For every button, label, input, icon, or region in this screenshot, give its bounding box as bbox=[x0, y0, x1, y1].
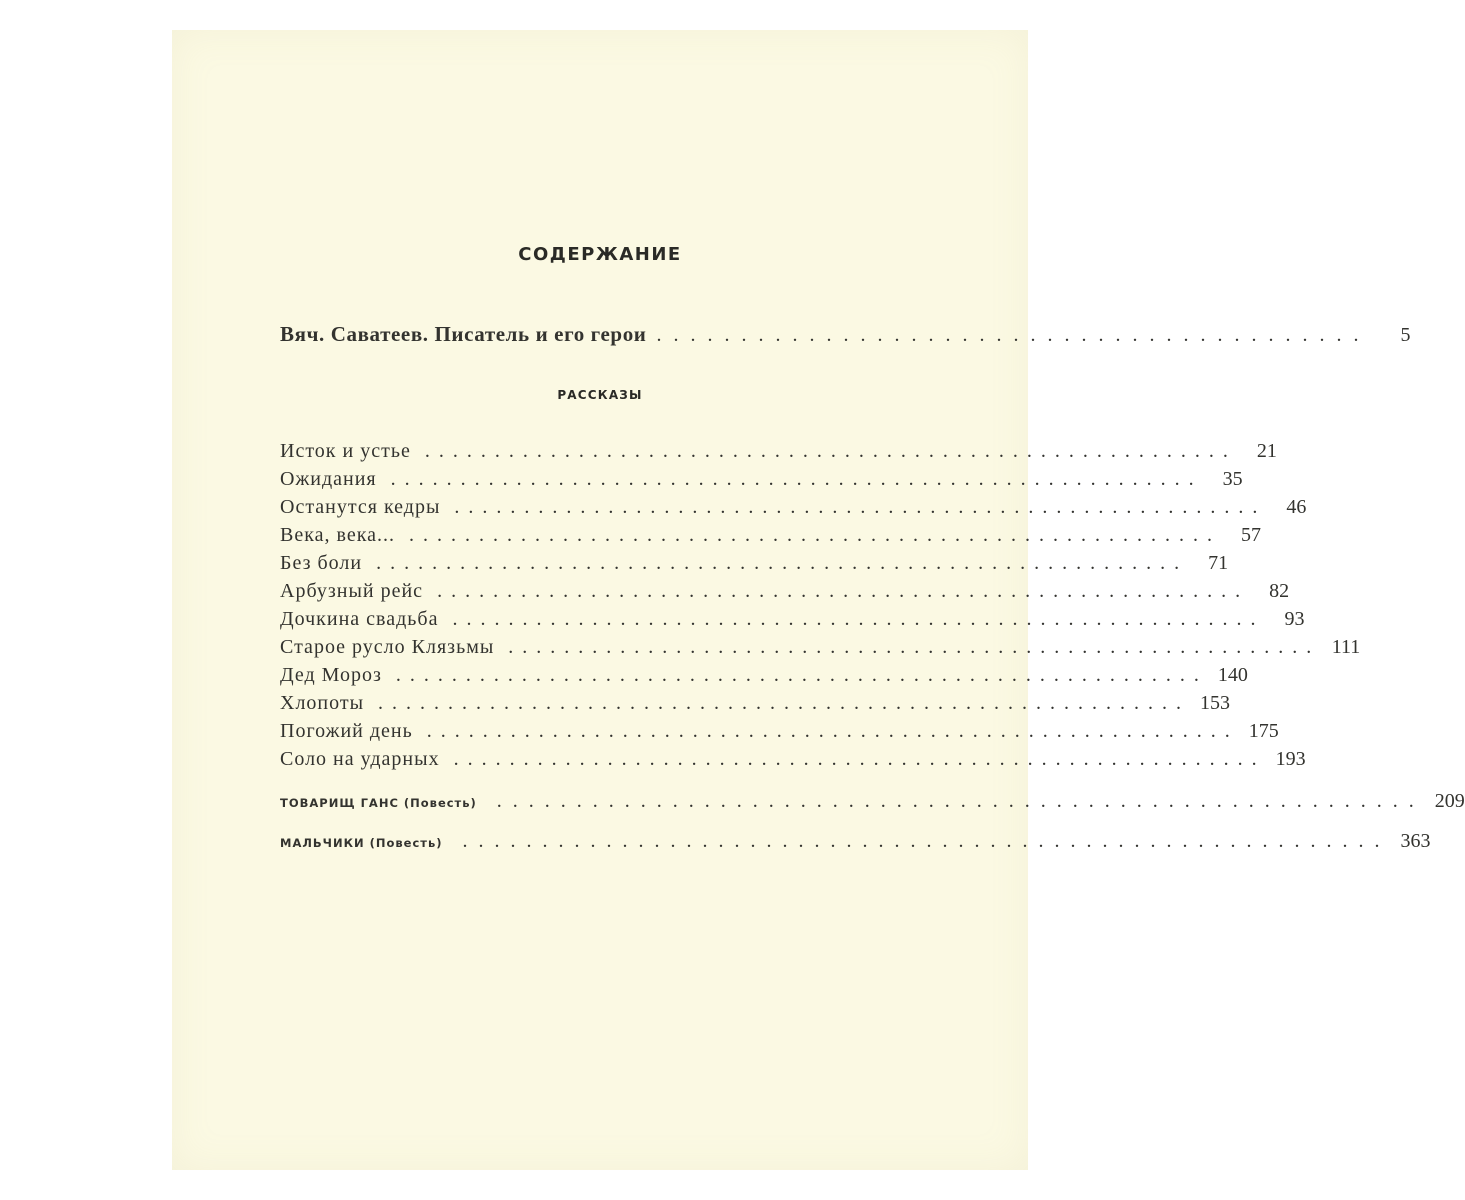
entry-page-number: 46 bbox=[1286, 496, 1307, 518]
dot-leader: .......................................................... bbox=[508, 636, 1321, 658]
section-heading-stories: РАССКАЗЫ bbox=[557, 388, 643, 402]
entry-title: Хлопоты bbox=[280, 692, 365, 714]
toc-entry bbox=[280, 748, 1306, 771]
toc-entry-novella bbox=[280, 790, 1465, 813]
toc-entry bbox=[280, 692, 1231, 715]
entry-title: ТОВАРИЩ ГАНС (Повесть) bbox=[280, 796, 477, 810]
entry-page-number: 363 bbox=[1400, 830, 1431, 852]
entry-page-number: 35 bbox=[1222, 468, 1243, 490]
entry-page-number: 209 bbox=[1434, 790, 1465, 812]
dot-leader: .......................................................... bbox=[376, 552, 1189, 574]
book-page bbox=[172, 30, 1465, 1170]
entry-title: Дочкина свадьба bbox=[280, 608, 439, 630]
toc-entry bbox=[280, 608, 1305, 631]
dot-leader: .......................................................... bbox=[378, 692, 1191, 714]
dot-leader: .......................................................... bbox=[424, 440, 1237, 462]
toc-entry bbox=[280, 636, 1361, 659]
entry-page-number: 175 bbox=[1248, 720, 1279, 742]
entry-page-number: 5 bbox=[1400, 324, 1411, 346]
entry-title: Погожий день bbox=[280, 720, 413, 742]
entry-title: Без боли bbox=[280, 552, 363, 574]
toc-entry bbox=[280, 580, 1290, 603]
dot-leader: .......................................................... bbox=[453, 748, 1266, 770]
entry-title: Старое русло Клязьмы bbox=[280, 636, 495, 658]
dot-leader: .......................................................... bbox=[390, 468, 1203, 490]
entry-page-number: 71 bbox=[1208, 552, 1229, 574]
toc-entry bbox=[280, 440, 1277, 463]
entry-page-number: 57 bbox=[1241, 524, 1262, 546]
entry-title: Соло на ударных bbox=[280, 748, 440, 770]
toc-entry-novella bbox=[280, 830, 1431, 853]
dot-leader: .......................................................... bbox=[496, 790, 1425, 812]
entry-page-number: 193 bbox=[1275, 748, 1306, 770]
entry-page-number: 21 bbox=[1256, 440, 1277, 462]
toc-entry bbox=[280, 468, 1243, 491]
toc-entry bbox=[280, 496, 1307, 519]
dot-leader: .......................................................... bbox=[426, 720, 1239, 742]
entry-title: Дед Мороз bbox=[280, 664, 382, 686]
entry-title: Исток и устье bbox=[280, 440, 411, 462]
dot-leader: .......................................................... bbox=[437, 580, 1250, 602]
dot-leader: .......................................................... bbox=[454, 496, 1267, 518]
toc-entry bbox=[280, 552, 1229, 575]
entry-page-number: 93 bbox=[1284, 608, 1305, 630]
dot-leader: .......................................................... bbox=[462, 830, 1391, 852]
dot-leader: .......................................................... bbox=[395, 664, 1208, 686]
contents-heading: СОДЕРЖАНИЕ bbox=[518, 244, 682, 265]
entry-page-number: 153 bbox=[1200, 692, 1231, 714]
entry-title: Останутся кедры bbox=[280, 496, 441, 518]
toc-entry bbox=[280, 524, 1262, 547]
entry-title: Арбузный рейс bbox=[280, 580, 424, 602]
entry-page-number: 140 bbox=[1217, 664, 1248, 686]
dot-leader: .......................................................... bbox=[452, 608, 1265, 630]
toc-entry-foreword bbox=[280, 322, 1411, 347]
dot-leader: .......................................................... bbox=[409, 524, 1222, 546]
entry-title: МАЛЬЧИКИ (Повесть) bbox=[280, 836, 443, 850]
entry-title: Века, века... bbox=[280, 524, 396, 546]
toc-entry bbox=[280, 664, 1248, 687]
entry-page-number: 111 bbox=[1331, 636, 1361, 658]
toc-entry bbox=[280, 720, 1279, 743]
dot-leader: .......................................... bbox=[656, 324, 1371, 346]
entry-title: Вяч. Саватеев. Писатель и его герои bbox=[280, 322, 647, 346]
entry-page-number: 82 bbox=[1269, 580, 1290, 602]
entry-title: Ожидания bbox=[280, 468, 377, 490]
